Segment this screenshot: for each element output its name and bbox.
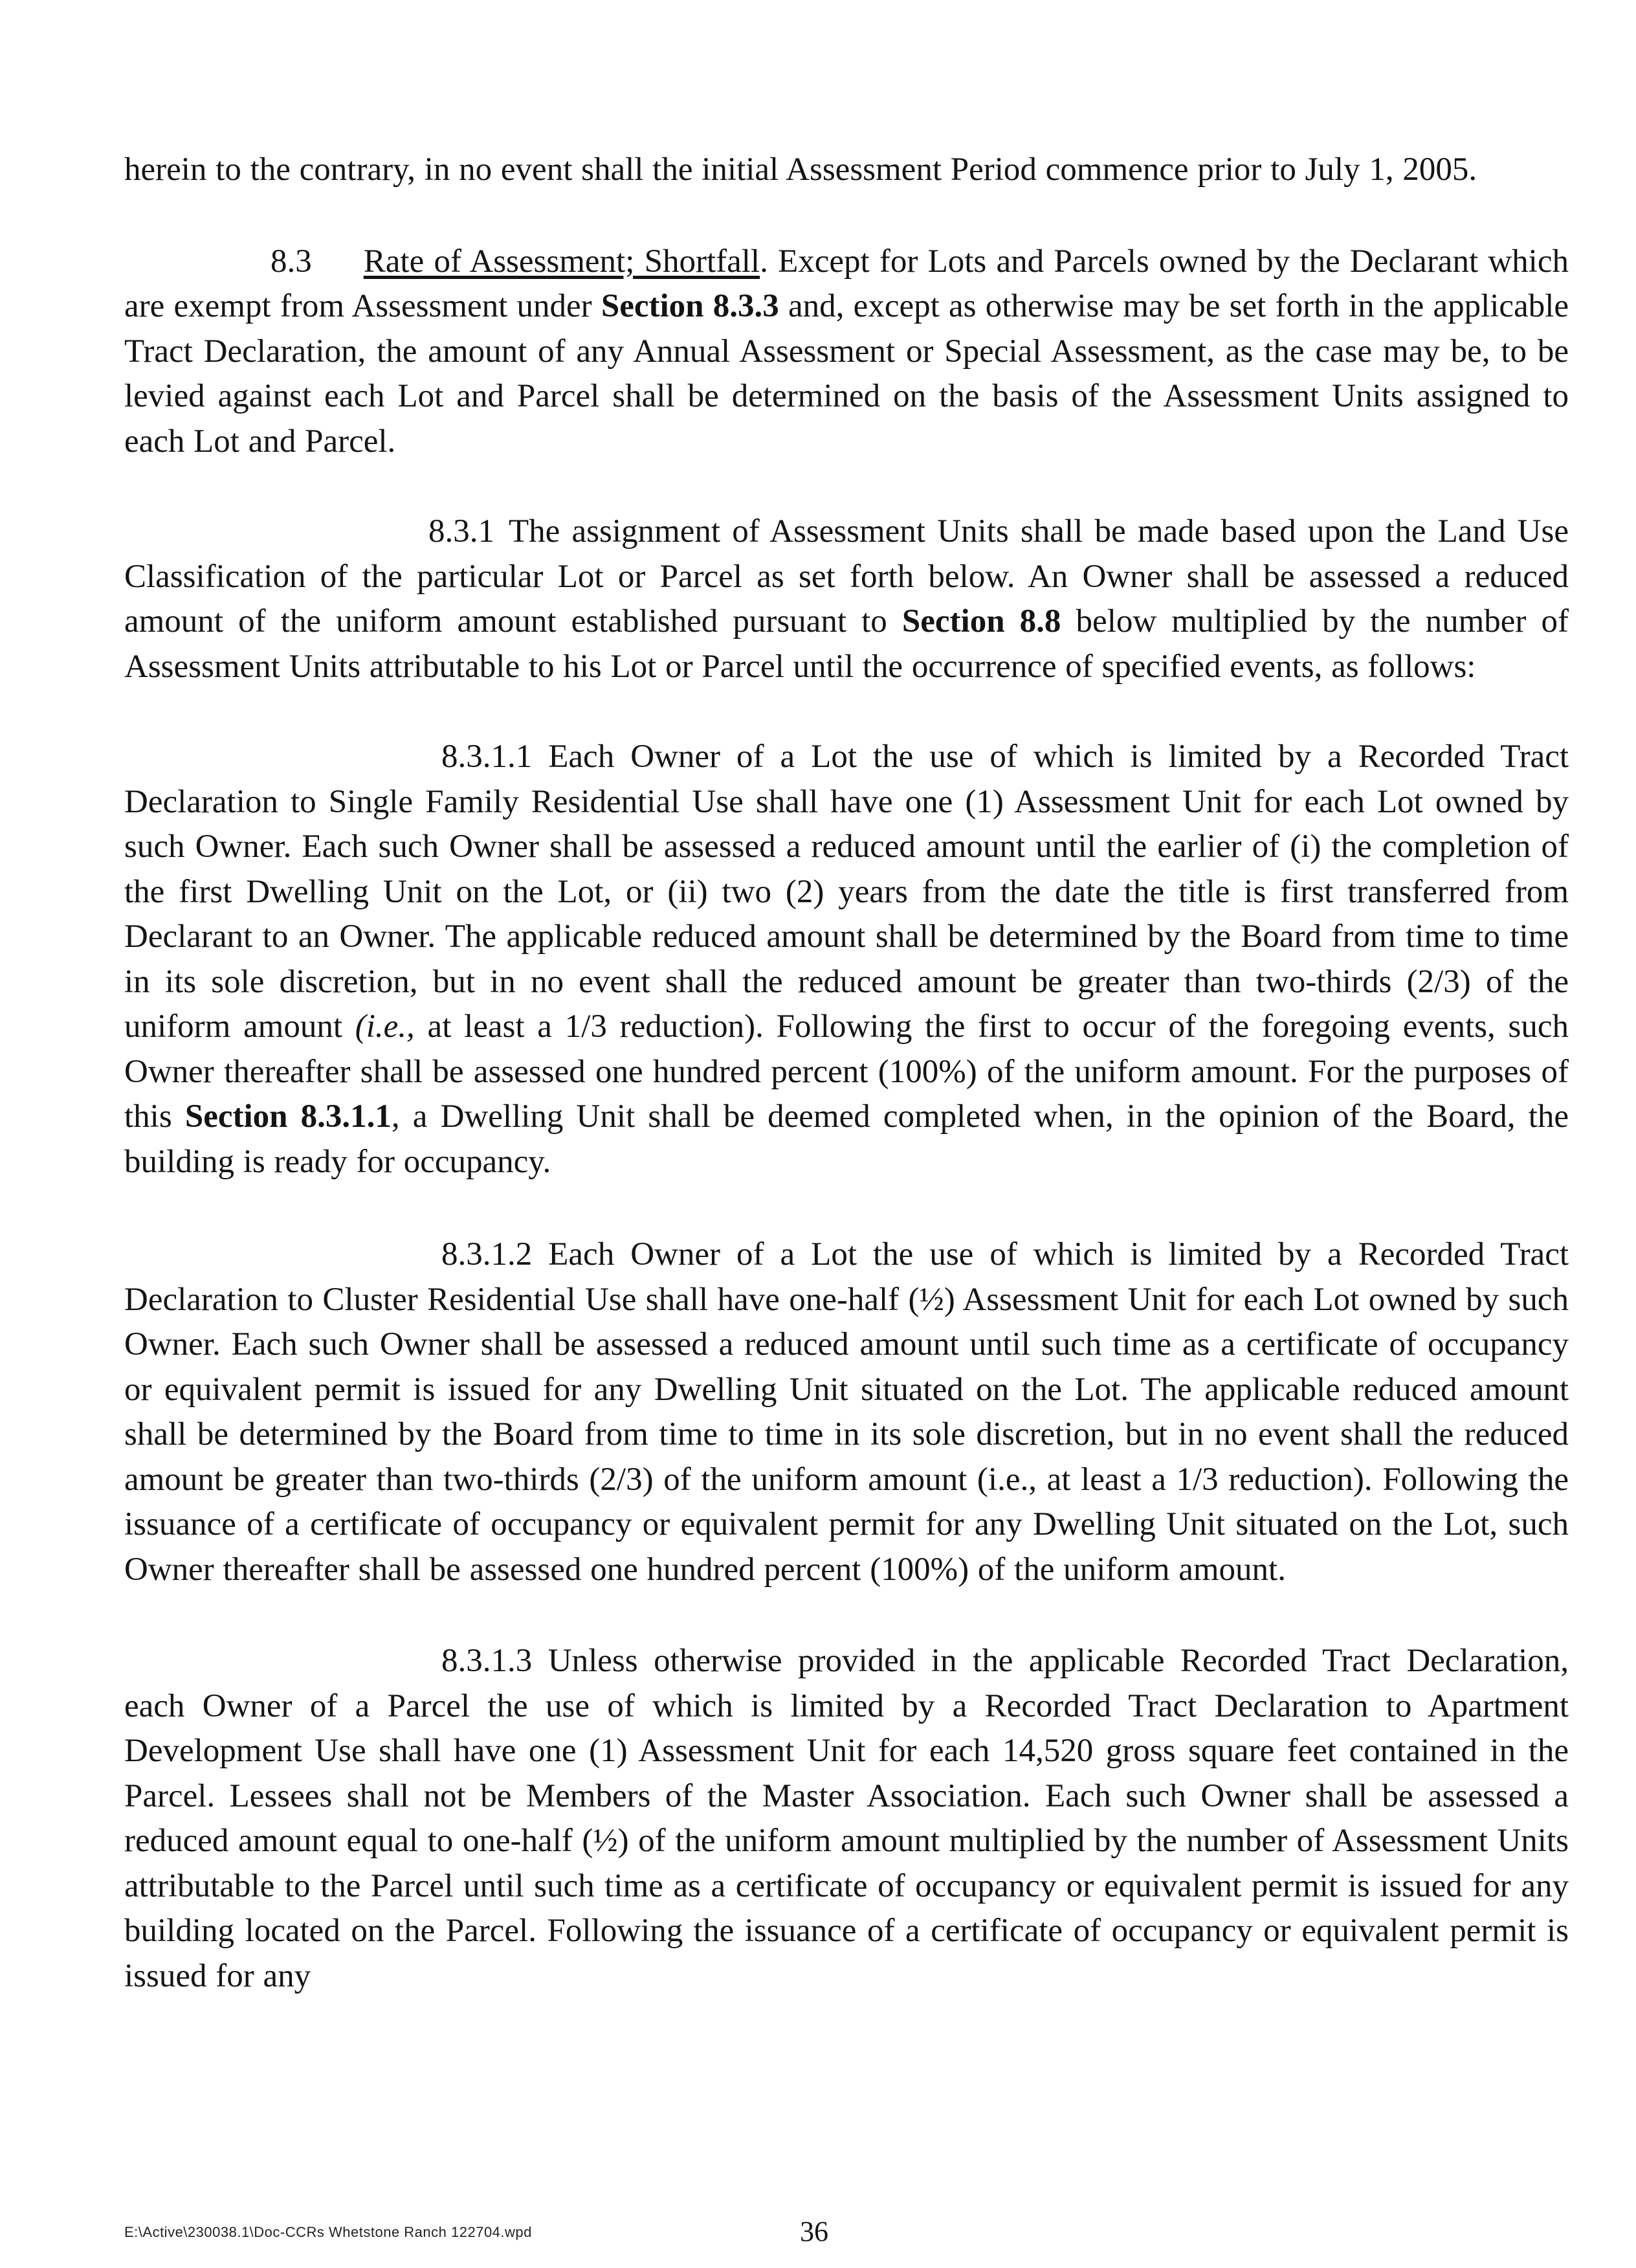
section-text: Each Owner of a Lot the use of which is limited by a Recorded Tract Declaration to Single Family Residential Use shall have one (1) Assessment Unit for each Lot owned by such Owner. Each such Owner shall be assessed a reduced amount until the earlier of (i) the completion of the first Dwelling Unit on the Lot, or (ii) two (2) years from the date the title is first transferred from Declarant to an Owner. The applicable reduced amount shall be determined by the Board from time to time in its sole discretion, but in no event shall the reduced amount be greater than two-thirds (2/3) of the uniform amount — [124, 739, 1569, 1045]
page-number: 36 — [800, 2216, 828, 2247]
section-text: Each Owner of a Lot the use of which is limited by a Recorded Tract Declaration to Cluster Residential Use shall have one-half (½) Assessment Unit for each Lot owned by such Owner. Each such Owner shall be assessed a reduced amount until such time as a certificate of occupancy or equivalent permit is issued for any Dwelling Unit situated on the Lot. The applicable reduced amount shall be determined by the Board from time to time in its sole discretion, but in no event shall the reduced amount be greater than two-thirds (2/3) of the uniform amount (i.e., at least a 1/3 reduction). Following the issuance of a certificate of occupancy or equivalent permit for any Dwelling Unit situated on the Lot, such Owner thereafter shall be assessed one hundred percent (100%) of the uniform amount. — [124, 1236, 1569, 1588]
section-heading: Rate of Assessment; Shortfall — [363, 243, 760, 280]
section-reference: Section 8.3.1.1 — [184, 1098, 392, 1135]
section-text: , a Dwelling Unit shall be deemed completed when, in the opinion of the Board, the building is ready for occupancy. — [124, 1098, 1569, 1180]
footer-file-path: E:\Active\230038.1\Doc-CCRs Whetstone Ranch 122704.wpd — [124, 2224, 532, 2240]
section-number: 8.3.1.3 — [441, 1643, 533, 1679]
section-number: 8.3 — [271, 243, 312, 280]
continuation-paragraph: herein to the contrary, in no event shall the initial Assessment Period commence prior to July 1, 2005. — [124, 151, 1477, 188]
section-reference: Section 8.3.3 — [601, 288, 779, 324]
section-number: 8.3.1 — [428, 513, 494, 550]
section-reference: Section 8.8 — [901, 603, 1061, 639]
section-number: 8.3.1.1 — [441, 739, 533, 775]
italic-text: (i.e., — [355, 1008, 415, 1045]
section-8-3-1-3-paragraph — [124, 1639, 1569, 1999]
document-page — [124, 148, 1569, 1999]
section-text: Unless otherwise provided in the applicable Recorded Tract Declaration, each Owner of a Parcel the use of which is limited by a Recorded Tract Declaration to Apartment Development Use shall have one (1) Assessment Unit for each 14,520 gross square feet contained in the Parcel. Lessees shall not be Members of the Master Association. Each such Owner shall be assessed a reduced amount equal to one-half (½) of the uniform amount multiplied by the number of Assessment Units attributable to the Parcel until such time as a certificate of occupancy or equivalent permit is issued for any building located on the Parcel. Following the issuance of a certificate of occupancy or equivalent permit is issued for any — [124, 1643, 1569, 1994]
section-text: and, except as otherwise may be set forth in the applicable Tract Declaration, the amount of any Annual Assessment or Special Assessment, as the case may be, to be levied against each Lot and Parcel shall be determined on the basis of the Assessment Units assigned to each Lot and Parcel. — [124, 288, 1569, 460]
section-text: The assignment of Assessment Units shall be made based upon the Land Use Classification of the particular Lot or Parcel as set forth below. An Owner shall be assessed a reduced amount of the uniform amount established pursuant to — [124, 513, 1569, 639]
section-number: 8.3.1.2 — [441, 1236, 533, 1273]
section-text: below multiplied by the number of Assessment Units attributable to his Lot or Parcel until the occurrence of specified events, as follows: — [124, 603, 1569, 685]
section-text: at least a 1/3 reduction). Following the first to occur of the foregoing events, such Owner thereafter shall be assessed one hundred percent (100%) of the uniform amount. For the purposes of this — [124, 1008, 1569, 1135]
section-8-3-1-1-paragraph — [124, 735, 1569, 1184]
section-8-3-paragraph — [124, 239, 1569, 465]
section-text: . Except for Lots and Parcels owned by the Declarant which are exempt from Assessment under — [124, 243, 1569, 324]
section-8-3-1-paragraph — [124, 509, 1569, 689]
section-8-3-1-2-paragraph — [124, 1232, 1569, 1592]
